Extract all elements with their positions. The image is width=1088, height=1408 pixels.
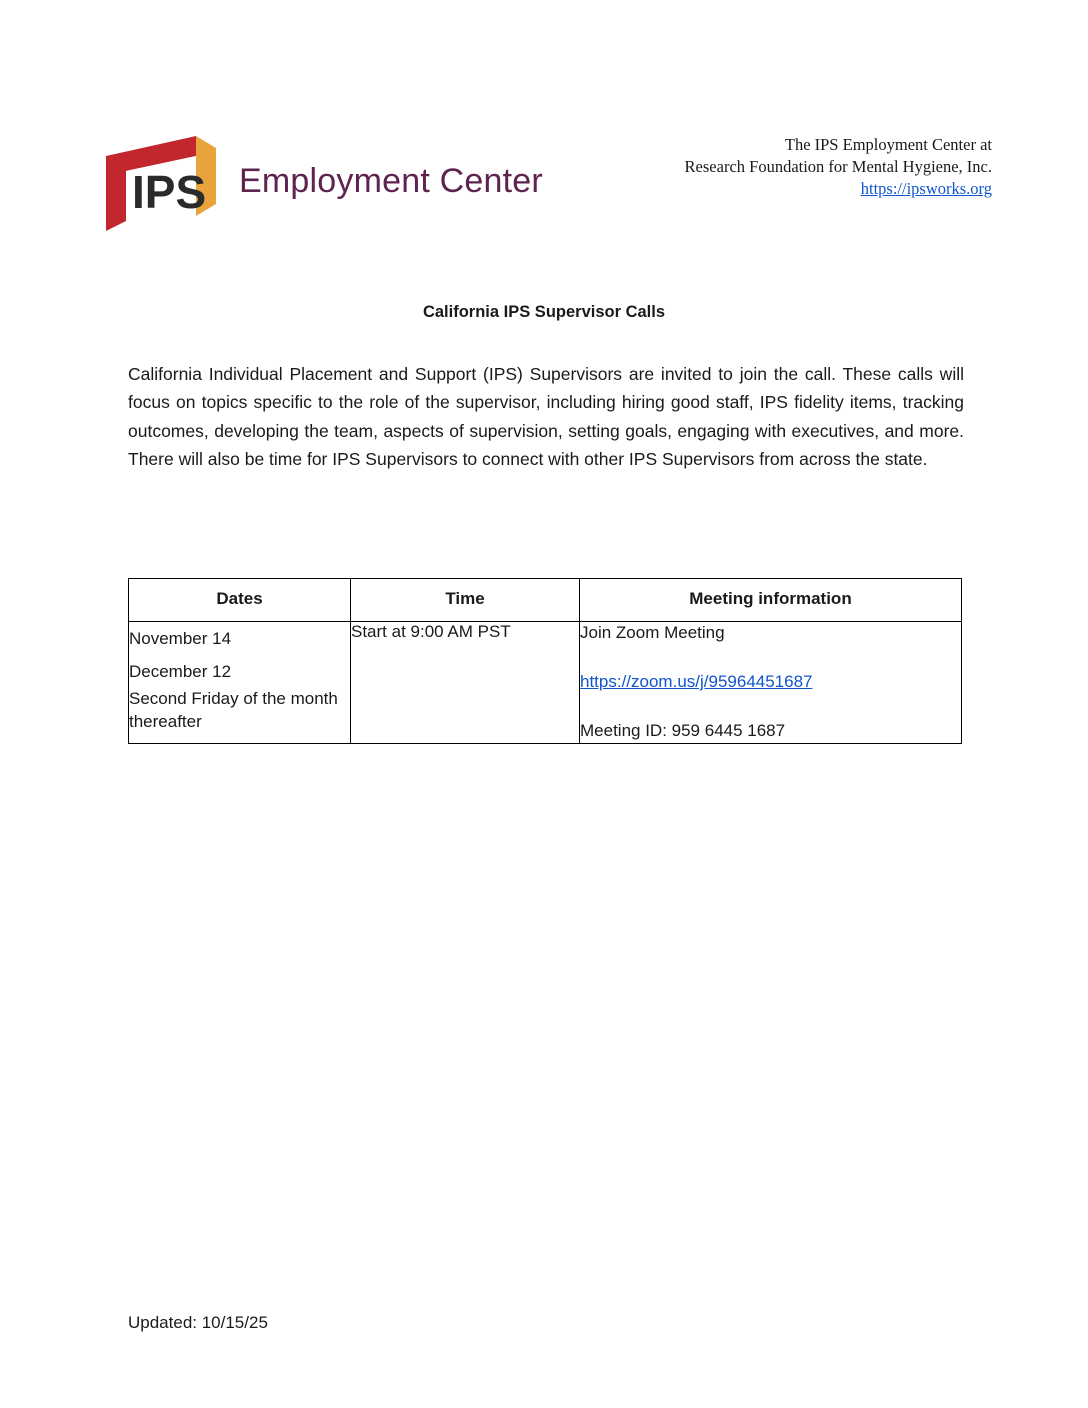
intro-paragraph: California Individual Placement and Support (IPS) Supervisors are invited to join the call. These calls will focus on topics specific to the role of the supervisor, including hiring good staff, IPS fidelity items, tracking outcomes, developing the team, aspects of supervision, setting goals, engaging with executives, and more. There will also be time for IPS Supervisors to connect with other IPS Supervisors from across the state. xyxy=(128,364,964,470)
date-item-1: November 14 xyxy=(129,629,232,648)
org-website-link[interactable]: https://ipsworks.org xyxy=(860,178,992,198)
date-item-2: December 12 xyxy=(129,662,232,682)
cell-meeting-information xyxy=(580,622,962,744)
meeting-id: Meeting ID: 959 6445 1687 xyxy=(580,720,786,740)
cell-dates xyxy=(129,622,351,744)
spacer xyxy=(580,645,961,671)
svg-text:IPS: IPS xyxy=(132,166,207,218)
schedule-table xyxy=(128,578,962,744)
cell-time: Start at 9:00 AM PST xyxy=(351,622,580,744)
table-row xyxy=(129,622,962,744)
column-header-meeting-information: Meeting information xyxy=(580,579,962,622)
org-info xyxy=(685,134,992,199)
join-zoom-label: Join Zoom Meeting xyxy=(580,623,725,642)
date-item-3: Second Friday of the month thereafter xyxy=(129,689,338,732)
zoom-meeting-link[interactable]: https://zoom.us/j/95964451687 xyxy=(580,671,813,691)
document-header xyxy=(0,118,1088,238)
logo-wordmark: Employment Center xyxy=(239,161,543,200)
org-line-2: Research Foundation for Mental Hygiene, Inc. xyxy=(684,156,992,176)
column-header-time: Time xyxy=(351,579,580,622)
column-header-dates: Dates xyxy=(129,579,351,622)
page-title: California IPS Supervisor Calls xyxy=(422,303,666,321)
table-header-row xyxy=(129,579,962,622)
ips-logo xyxy=(96,126,543,236)
org-line-1: The IPS Employment Center at xyxy=(784,135,992,154)
updated-date: Updated: 10/15/25 xyxy=(128,1313,268,1332)
spacer-2 xyxy=(580,694,961,720)
ips-logo-mark-icon xyxy=(96,126,221,236)
